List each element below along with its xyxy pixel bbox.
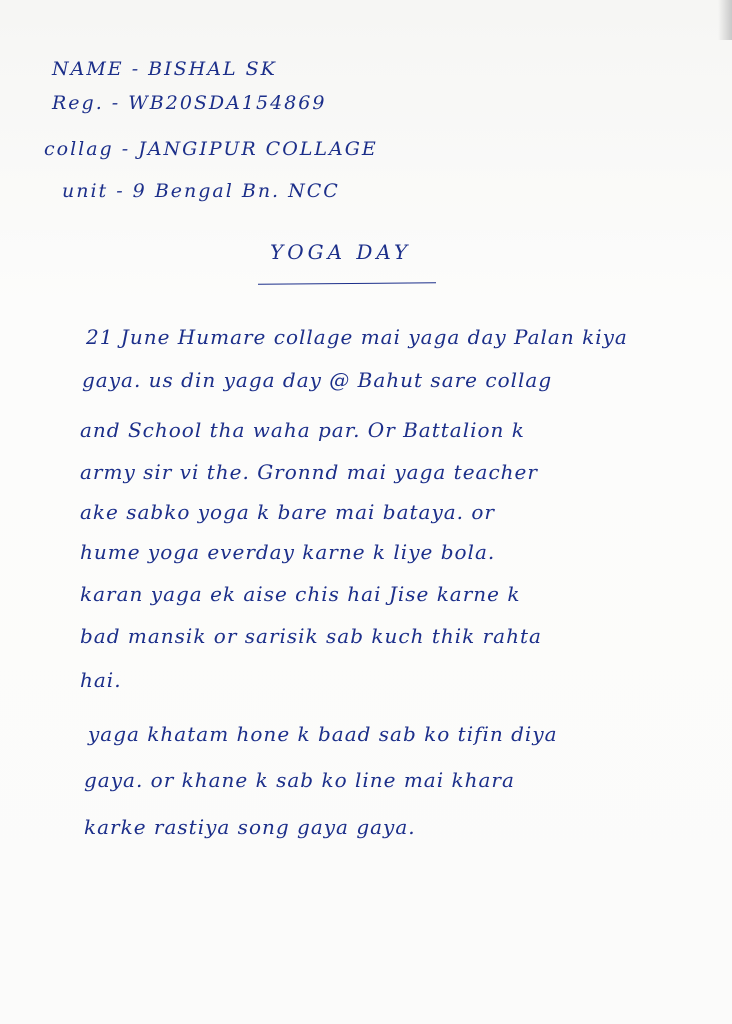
essay-line: 21 June Humare collage mai yaga day Palan kiya (86, 325, 628, 349)
essay-line: bad mansik or sarisik sab kuch thik rahta (80, 624, 542, 648)
essay-line: hume yoga everday karne k liye bola. (80, 540, 496, 564)
page-edge-shadow (718, 0, 732, 40)
essay-line: karan yaga ek aise chis hai Jise karne k (80, 582, 521, 606)
unit-line: unit - 9 Bengal Bn. NCC (62, 180, 340, 202)
name-line: NAME - BISHAL SK (52, 58, 277, 80)
essay-line: hai. (80, 668, 122, 692)
college-line: collag - JANGIPUR COLLAGE (44, 138, 378, 160)
essay-line: ake sabko yoga k bare mai bataya. or (80, 500, 495, 524)
essay-line: and School tha waha par. Or Battalion k (80, 418, 525, 442)
essay-line: army sir vi the. Gronnd mai yaga teacher (80, 460, 538, 484)
essay-line: gaya. us din yaga day @ Bahut sare collag (82, 368, 553, 392)
essay-title: YOGA DAY (270, 240, 412, 264)
registration-line: Reg. - WB20SDA154869 (52, 92, 327, 114)
essay-line: yaga khatam hone k baad sab ko tifin diya (88, 722, 558, 746)
essay-line: gaya. or khane k sab ko line mai khara (84, 768, 515, 792)
essay-line: karke rastiya song gaya gaya. (84, 815, 416, 839)
title-underline (258, 282, 436, 285)
